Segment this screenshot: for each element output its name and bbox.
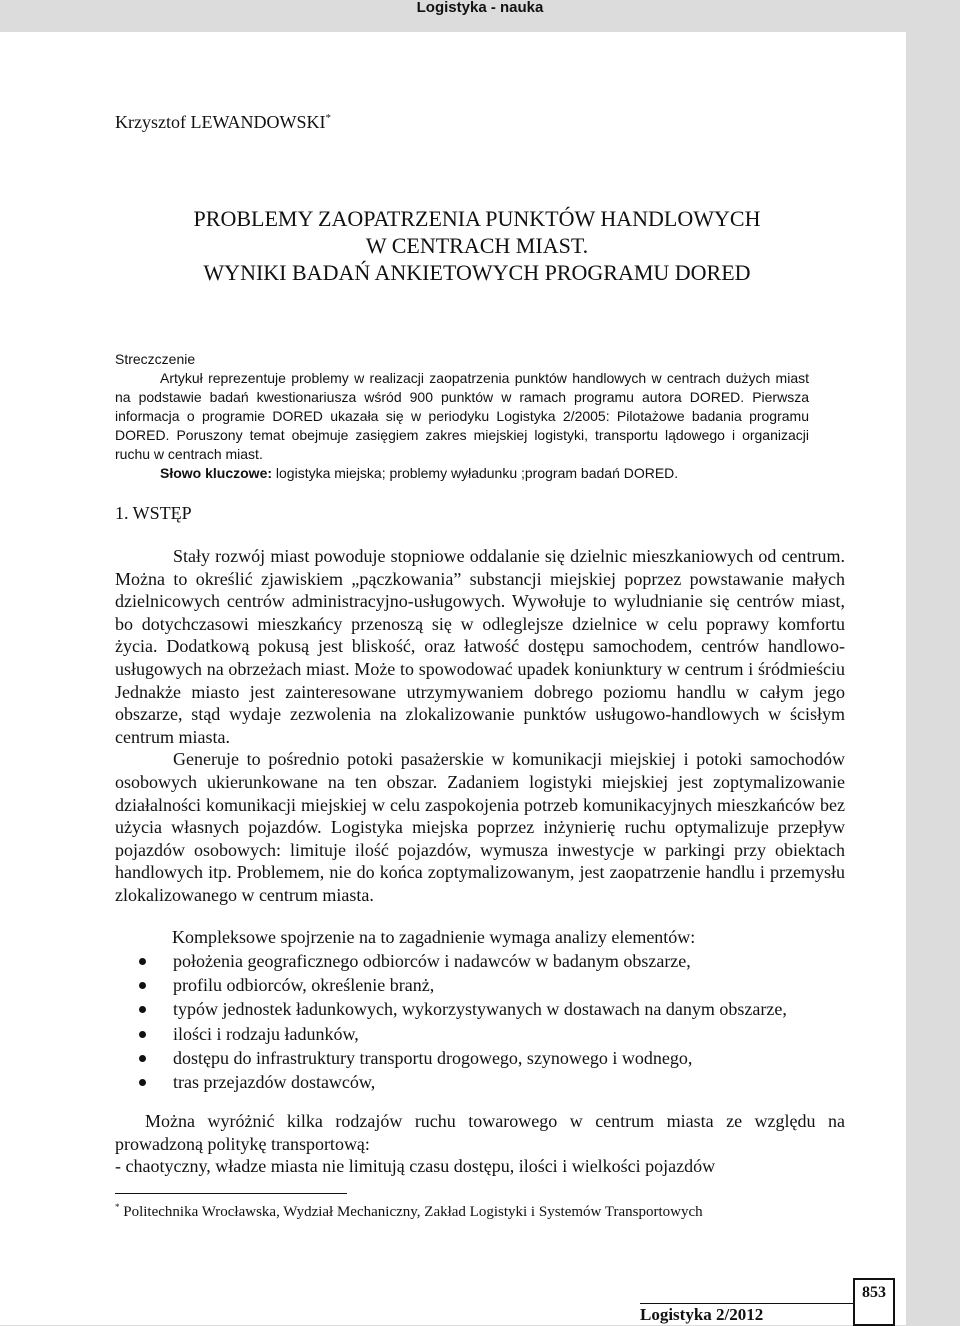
analysis-elements-list: [135, 949, 855, 1094]
page-number-box: [853, 1278, 895, 1326]
list-item: ilości i rodzaju ładunków,: [135, 1022, 855, 1046]
keywords-line: [115, 464, 809, 483]
title-line-3: WYNIKI BADAŃ ANKIETOWYCH PROGRAMU DORED: [203, 260, 751, 285]
bullet-icon: [139, 1079, 146, 1086]
traffic-types: [115, 1110, 845, 1178]
footnote-mark: *: [115, 1202, 120, 1212]
footnote: [115, 1202, 703, 1221]
footer-divider: [640, 1303, 855, 1304]
keywords-label: Słowo kluczowe:: [160, 465, 273, 481]
title-line-2: W CENTRACH MIAST.: [365, 233, 589, 258]
bullet-icon: [139, 982, 146, 989]
list-intro: Kompleksowe spojrzenie na to zagadnienie wymaga analizy elementów:: [172, 927, 696, 947]
bullet-icon: [139, 1006, 146, 1013]
list-item: tras przejazdów dostawców,: [135, 1070, 855, 1094]
abstract-text: Artykuł reprezentuje problemy w realizacji zaopatrzenia punktów handlowych w centrach dużych miast na podstawie badań kwestionariusza wśród 900 punktów w ramach programu autora DORED. Pierwsza informacja o programie DORED ukazała się w periodyku Logistyka 2/2005: Pilotażowe badania programu DORED. Poruszony temat obejmuje zasięgiem zakres miejskiej logistyki, transportu lądowego i organizacji ruchu w centrach miast.: [115, 370, 809, 462]
author: [115, 112, 331, 133]
bullet-icon: [139, 958, 146, 965]
title-line-1: PROBLEMY ZAOPATRZENIA PUNKTÓW HANDLOWYCH: [193, 206, 761, 231]
body-paragraph-2: Generuje to pośrednio potoki pasażerskie w komunikacji miejskiej i potoki samochodów osobowych ukierunkowane na ten obszar. Zadaniem logistyki miejskiej jest zoptymalizowanie działalności komunikacji miejskiej w celu zaspokojenia potrzeb komunikacyjnych mieszkańców bez użycia własnych pojazdów. Logistyka miejska poprzez inżynierię ruchu optymalizuje przepływ pojazdów osobowych: limituje ilość pojazdów, wymusza inwestycje w parkingi przy obiektach handlowych itp. Problemem, nie do końca zoptymalizowanym, jest zaopatrzenie handlu i przemysłu zlokalizowanego w centrum miasta.: [115, 749, 845, 905]
article-title: [115, 205, 839, 286]
keywords-text: logistyka miejska; problemy wyładunku ;program badań DORED.: [272, 465, 679, 481]
traffic-types-paragraph: Można wyróżnić kilka rodzajów ruchu towarowego w centrum miasta ze względu na prowadzoną politykę transportową:: [115, 1111, 845, 1154]
author-footnote-mark: *: [325, 112, 331, 124]
page-number: 853: [862, 1284, 886, 1301]
list-item: położenia geograficznego odbiorców i nadawców w badanym obszarze,: [135, 949, 855, 973]
list-item: dostępu do infrastruktury transportu drogowego, szynowego i wodnego,: [135, 1046, 855, 1070]
footnote-divider: [115, 1193, 347, 1194]
body-paragraph-1: Stały rozwój miast powoduje stopniowe oddalanie się dzielnic mieszkaniowych od centrum. Można to określić zjawiskiem „pączkowania” substancji miejskiej poprzez powstawanie małych dzielnicowych centrów administracyjno-usługowych. Wywołuje to wyludnianie się centrów miast, bo dotychczasowi mieszkańcy przenoszą się w odleglejsze dzielnice w celu poprawy komfortu życia. Dodatkową pokusą jest bliskość, oraz łatwość dostępu samochodem, centrów handlowo-usługowych na obrzeżach miast. Może to spowodować upadek koniunktury w centrum i śródmieściu Jednakże miasto jest zainteresowane utrzymywaniem dobrego poziomu handlu w całym jego obszarze, stąd wydaje zezwolenia na zlokalizowanie punktów usługowo-handlowych w ścisłym centrum miasta.: [115, 546, 845, 747]
section-heading: 1. WSTĘP: [115, 503, 192, 523]
running-title: Logistyka - nauka: [416, 0, 544, 16]
footnote-text: Politechnika Wrocławska, Wydział Mechaniczny, Zakład Logistyki i Systemów Transportowych: [119, 1204, 703, 1220]
traffic-type-chaotic: - chaotyczny, władze miasta nie limitują czasu dostępu, ilości i wielkości pojazdów: [115, 1156, 716, 1177]
bullet-icon: [139, 1031, 146, 1038]
list-item: profilu odbiorców, określenie branż,: [135, 973, 855, 997]
list-item: typów jednostek ładunkowych, wykorzystywanych w dostawach na danym obszarze,: [135, 997, 855, 1021]
running-header: [0, 0, 960, 28]
bullet-icon: [139, 1055, 146, 1062]
footer-journal: Logistyka 2/2012: [640, 1305, 764, 1324]
abstract: [115, 350, 809, 483]
abstract-heading: Streczczenie: [115, 351, 196, 367]
author-name: Krzysztof LEWANDOWSKI: [115, 112, 326, 132]
intro-body: [115, 545, 845, 907]
